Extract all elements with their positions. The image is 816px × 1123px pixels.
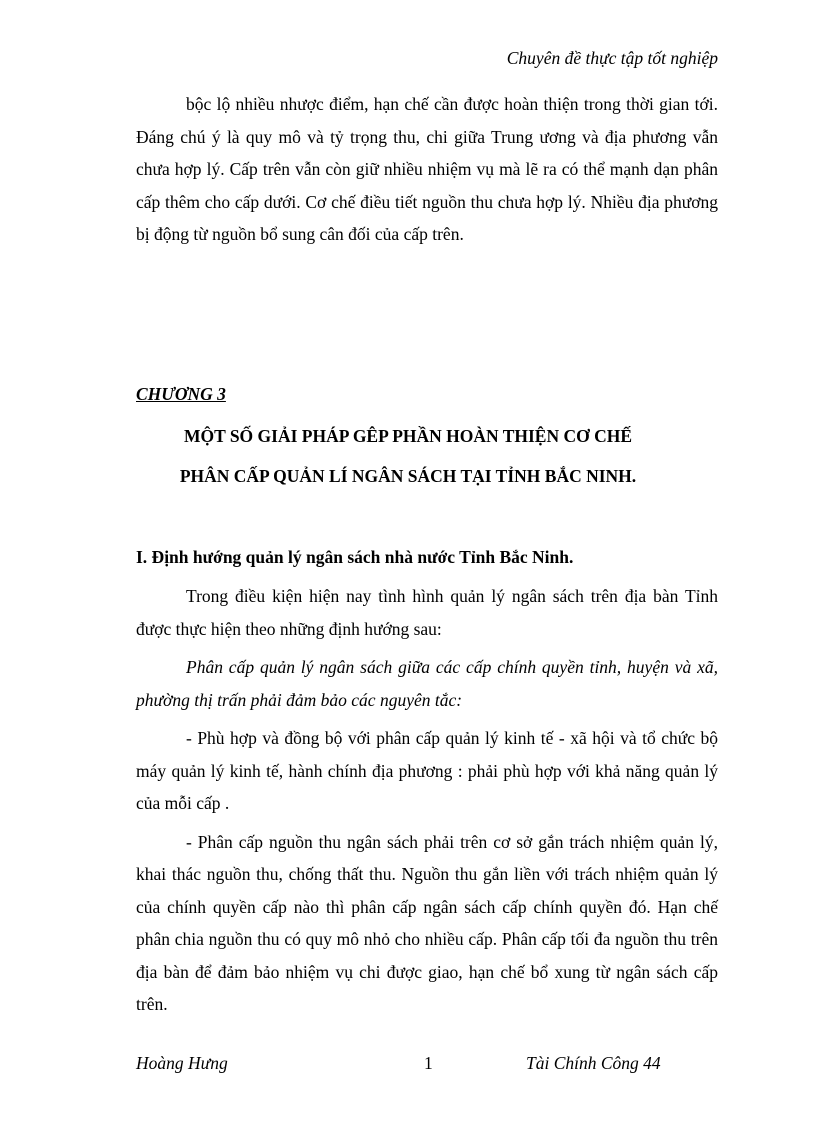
chapter-title-line-1: MỘT SỐ GIẢI PHÁP GÊP PHẦN HOÀN THIỆN CƠ CHẾ	[183, 426, 633, 446]
running-header: Chuyên đề thực tập tốt nghiệp	[506, 48, 718, 68]
section-paragraph-bullet: - Phù hợp và đồng bộ với phân cấp quản lý kinh tế - xã hội và tổ chức bộ máy quản lý kinh tế, hành chính địa phương : phải phù hợp với khả năng quản lý của mỗi cấp .	[136, 728, 718, 813]
footer-page-number: 1	[424, 1053, 433, 1073]
section-heading: I. Định hướng quản lý ngân sách nhà nước Tỉnh Bắc Ninh.	[136, 547, 574, 567]
section-body	[136, 580, 718, 1027]
section-paragraph-italic: Phân cấp quản lý ngân sách giữa các cấp chính quyền tỉnh, huyện và xã, phường thị trấn phải đảm bảo các nguyên tắc:	[136, 657, 718, 710]
intro-text-block	[136, 88, 718, 251]
chapter-label: CHƯƠNG 3	[136, 384, 226, 404]
intro-paragraph: bộc lộ nhiều nhược điểm, hạn chế cần được hoàn thiện trong thời gian tới. Đáng chú ý là quy mô và tỷ trọng thu, chi giữa Trung ương và địa phương vẫn chưa hợp lý. Cấp trên vẫn còn giữ nhiều nhiệm vụ mà lẽ ra có thể mạnh dạn phân cấp thêm cho cấp dưới. Cơ chế điều tiết nguồn thu chưa hợp lý. Nhiều địa phương bị động từ nguồn bổ sung cân đối của cấp trên.	[136, 94, 718, 244]
chapter-title-line-2: PHÂN CẤP QUẢN LÍ NGÂN SÁCH TẠI TỈNH BẮC NINH.	[179, 466, 637, 486]
footer-author: Hoàng Hưng	[136, 1053, 228, 1073]
section-paragraph: Trong điều kiện hiện nay tình hình quản lý ngân sách trên địa bàn Tỉnh được thực hiện theo những định hướng sau:	[136, 586, 718, 639]
section-paragraph-bullet: - Phân cấp nguồn thu ngân sách phải trên cơ sở gắn trách nhiệm quản lý, khai thác nguồn thu, chống thất thu. Nguồn thu gắn liền với trách nhiệm quản lý của chính quyền cấp nào thì phân cấp ngân sách cấp chính quyền đó. Hạn chế phân chia nguồn thu có quy mô nhỏ cho nhiều cấp. Phân cấp tối đa nguồn thu trên địa bàn để đảm bảo nhiệm vụ chi được giao, hạn chế bổ xung từ ngân sách cấp trên.	[136, 831, 718, 1014]
footer-class-name: Tài Chính Công 44	[526, 1053, 661, 1073]
